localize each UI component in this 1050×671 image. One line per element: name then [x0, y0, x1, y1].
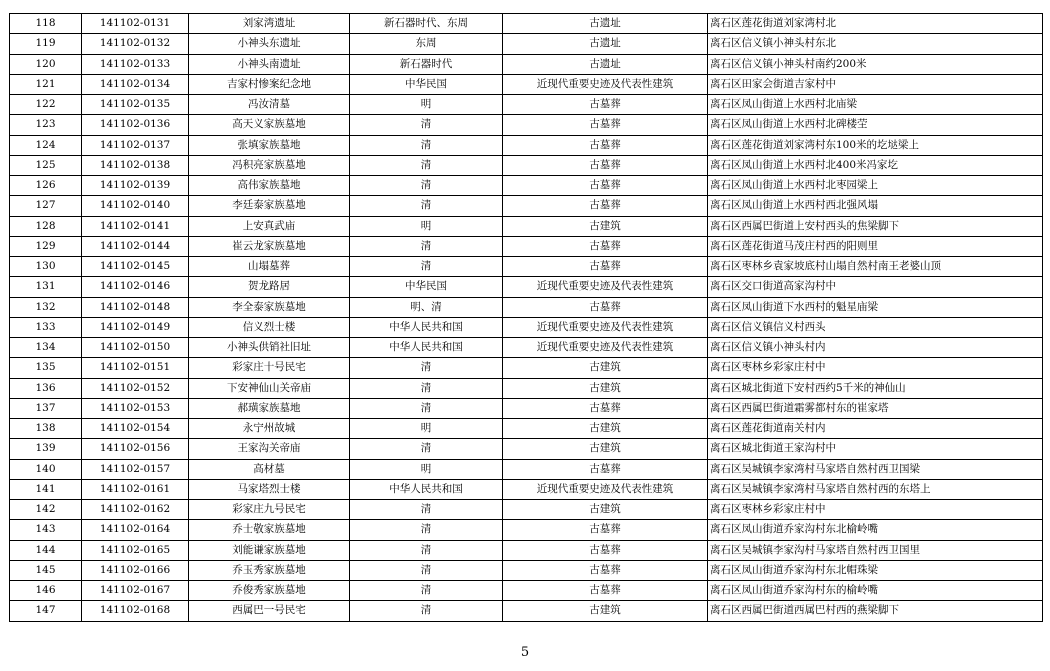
era-cell: 清 [350, 236, 503, 256]
site-code-cell: 141102-0145 [82, 257, 189, 277]
category-cell: 古墓葬 [503, 176, 708, 196]
site-code-cell: 141102-0148 [82, 297, 189, 317]
era-cell: 清 [350, 257, 503, 277]
site-name-cell: 高伟家族墓地 [189, 176, 350, 196]
row-number-cell: 127 [10, 196, 82, 216]
table-row [10, 479, 1043, 499]
table-row [10, 54, 1043, 74]
table-row [10, 14, 1043, 34]
category-cell: 古墓葬 [503, 196, 708, 216]
row-number-cell: 138 [10, 419, 82, 439]
site-code-cell: 141102-0135 [82, 95, 189, 115]
site-name-cell: 崔云龙家族墓地 [189, 236, 350, 256]
row-number-cell: 131 [10, 277, 82, 297]
category-cell: 古遗址 [503, 34, 708, 54]
location-cell: 离石区枣林乡彩家庄村中 [708, 358, 1043, 378]
site-name-cell: 吉家村惨案纪念地 [189, 74, 350, 94]
site-code-cell: 141102-0139 [82, 176, 189, 196]
table-row [10, 135, 1043, 155]
location-cell: 离石区凤山街道上水西村北碑楼茔 [708, 115, 1043, 135]
table-row [10, 398, 1043, 418]
row-number-cell: 144 [10, 540, 82, 560]
site-name-cell: 小神头南遗址 [189, 54, 350, 74]
site-name-cell: 冯汝清墓 [189, 95, 350, 115]
category-cell: 古建筑 [503, 216, 708, 236]
site-code-cell: 141102-0133 [82, 54, 189, 74]
row-number-cell: 130 [10, 257, 82, 277]
site-code-cell: 141102-0151 [82, 358, 189, 378]
table-row [10, 581, 1043, 601]
location-cell: 离石区凤山街道上水西村北400米冯家圪 [708, 155, 1043, 175]
row-number-cell: 123 [10, 115, 82, 135]
site-code-cell: 141102-0132 [82, 34, 189, 54]
site-code-cell: 141102-0164 [82, 520, 189, 540]
table-row [10, 216, 1043, 236]
site-code-cell: 141102-0136 [82, 115, 189, 135]
site-code-cell: 141102-0168 [82, 601, 189, 621]
table-row [10, 338, 1043, 358]
row-number-cell: 145 [10, 560, 82, 580]
site-name-cell: 下安神仙山关帝庙 [189, 378, 350, 398]
row-number-cell: 133 [10, 317, 82, 337]
site-name-cell: 上安真武庙 [189, 216, 350, 236]
era-cell: 清 [350, 176, 503, 196]
era-cell: 中华人民共和国 [350, 338, 503, 358]
era-cell: 中华民国 [350, 277, 503, 297]
site-name-cell: 彩家庄九号民宅 [189, 500, 350, 520]
category-cell: 古墓葬 [503, 236, 708, 256]
era-cell: 新石器时代 [350, 54, 503, 74]
era-cell: 明 [350, 216, 503, 236]
table-row [10, 540, 1043, 560]
site-name-cell: 马家塔烈士楼 [189, 479, 350, 499]
era-cell: 清 [350, 520, 503, 540]
location-cell: 离石区吴城镇李家湾村马家塔自然村西的东塔上 [708, 479, 1043, 499]
location-cell: 离石区信义镇小神头村南约200米 [708, 54, 1043, 74]
site-code-cell: 141102-0167 [82, 581, 189, 601]
category-cell: 古墓葬 [503, 257, 708, 277]
location-cell: 离石区枣林乡袁家坡底村山塌自然村南王老婆山顶 [708, 257, 1043, 277]
era-cell: 清 [350, 500, 503, 520]
era-cell: 清 [350, 601, 503, 621]
site-code-cell: 141102-0165 [82, 540, 189, 560]
site-code-cell: 141102-0144 [82, 236, 189, 256]
era-cell: 中华民国 [350, 74, 503, 94]
category-cell: 古墓葬 [503, 459, 708, 479]
location-cell: 离石区西属巴街道上安村西头的焦梁脚下 [708, 216, 1043, 236]
category-cell: 近现代重要史迹及代表性建筑 [503, 479, 708, 499]
heritage-sites-table [9, 13, 1043, 622]
category-cell: 古建筑 [503, 500, 708, 520]
table-row [10, 196, 1043, 216]
category-cell: 古遗址 [503, 14, 708, 34]
row-number-cell: 132 [10, 297, 82, 317]
category-cell: 古墓葬 [503, 560, 708, 580]
site-code-cell: 141102-0156 [82, 439, 189, 459]
era-cell: 中华人民共和国 [350, 317, 503, 337]
site-code-cell: 141102-0138 [82, 155, 189, 175]
table-row [10, 297, 1043, 317]
location-cell: 离石区吴城镇李家沟村马家塔自然村西卫国里 [708, 540, 1043, 560]
table-body [10, 14, 1043, 622]
table-row [10, 277, 1043, 297]
category-cell: 近现代重要史迹及代表性建筑 [503, 74, 708, 94]
site-code-cell: 141102-0150 [82, 338, 189, 358]
category-cell: 古墓葬 [503, 135, 708, 155]
site-name-cell: 山塌墓葬 [189, 257, 350, 277]
era-cell: 清 [350, 439, 503, 459]
table-row [10, 560, 1043, 580]
site-name-cell: 高天义家族墓地 [189, 115, 350, 135]
category-cell: 古建筑 [503, 439, 708, 459]
site-name-cell: 李全泰家族墓地 [189, 297, 350, 317]
row-number-cell: 134 [10, 338, 82, 358]
site-name-cell: 贺龙路居 [189, 277, 350, 297]
location-cell: 离石区莲花街道刘家湾村北 [708, 14, 1043, 34]
row-number-cell: 137 [10, 398, 82, 418]
era-cell: 清 [350, 398, 503, 418]
site-code-cell: 141102-0161 [82, 479, 189, 499]
era-cell: 清 [350, 358, 503, 378]
era-cell: 清 [350, 540, 503, 560]
site-name-cell: 乔士敬家族墓地 [189, 520, 350, 540]
era-cell: 清 [350, 135, 503, 155]
site-code-cell: 141102-0157 [82, 459, 189, 479]
table-row [10, 115, 1043, 135]
location-cell: 离石区枣林乡彩家庄村中 [708, 500, 1043, 520]
era-cell: 清 [350, 155, 503, 175]
table-row [10, 34, 1043, 54]
site-code-cell: 141102-0131 [82, 14, 189, 34]
category-cell: 古墓葬 [503, 115, 708, 135]
site-code-cell: 141102-0134 [82, 74, 189, 94]
site-name-cell: 乔玉秀家族墓地 [189, 560, 350, 580]
row-number-cell: 121 [10, 74, 82, 94]
location-cell: 离石区凤山街道上水西村西北强风塌 [708, 196, 1043, 216]
site-name-cell: 西属巴一号民宅 [189, 601, 350, 621]
table-row [10, 439, 1043, 459]
category-cell: 古建筑 [503, 358, 708, 378]
era-cell: 清 [350, 378, 503, 398]
site-code-cell: 141102-0166 [82, 560, 189, 580]
site-name-cell: 永宁州故城 [189, 419, 350, 439]
row-number-cell: 136 [10, 378, 82, 398]
row-number-cell: 129 [10, 236, 82, 256]
site-name-cell: 刘家湾遗址 [189, 14, 350, 34]
location-cell: 离石区城北街道下安村西约5千米的神仙山 [708, 378, 1043, 398]
location-cell: 离石区莲花街道刘家湾村东100米的圪垯梁上 [708, 135, 1043, 155]
table-row [10, 317, 1043, 337]
era-cell: 清 [350, 581, 503, 601]
site-code-cell: 141102-0162 [82, 500, 189, 520]
category-cell: 古墓葬 [503, 520, 708, 540]
site-name-cell: 刘能谦家族墓地 [189, 540, 350, 560]
table-row [10, 358, 1043, 378]
table-row [10, 500, 1043, 520]
location-cell: 离石区信义镇小神头村内 [708, 338, 1043, 358]
table-row [10, 95, 1043, 115]
era-cell: 清 [350, 560, 503, 580]
era-cell: 明 [350, 95, 503, 115]
row-number-cell: 125 [10, 155, 82, 175]
row-number-cell: 143 [10, 520, 82, 540]
era-cell: 明、清 [350, 297, 503, 317]
site-name-cell: 小神头东遗址 [189, 34, 350, 54]
category-cell: 古建筑 [503, 601, 708, 621]
location-cell: 离石区莲花街道马茂庄村西的阳则里 [708, 236, 1043, 256]
category-cell: 古墓葬 [503, 297, 708, 317]
site-code-cell: 141102-0149 [82, 317, 189, 337]
site-code-cell: 141102-0153 [82, 398, 189, 418]
era-cell: 东周 [350, 34, 503, 54]
site-name-cell: 小神头供销社旧址 [189, 338, 350, 358]
row-number-cell: 126 [10, 176, 82, 196]
location-cell: 离石区交口街道高家沟村中 [708, 277, 1043, 297]
table-row [10, 155, 1043, 175]
location-cell: 离石区西属巴街道霜雾都村东的崔家塔 [708, 398, 1043, 418]
site-name-cell: 张填家族墓地 [189, 135, 350, 155]
category-cell: 古建筑 [503, 378, 708, 398]
row-number-cell: 122 [10, 95, 82, 115]
row-number-cell: 135 [10, 358, 82, 378]
category-cell: 古墓葬 [503, 581, 708, 601]
site-name-cell: 乔俊秀家族墓地 [189, 581, 350, 601]
location-cell: 离石区凤山街道乔家沟村东北帽珠梁 [708, 560, 1043, 580]
era-cell: 明 [350, 419, 503, 439]
document-sheet [9, 13, 1042, 629]
row-number-cell: 146 [10, 581, 82, 601]
location-cell: 离石区吴城镇李家湾村马家塔自然村西卫国梁 [708, 459, 1043, 479]
site-code-cell: 141102-0140 [82, 196, 189, 216]
row-number-cell: 124 [10, 135, 82, 155]
table-row [10, 419, 1043, 439]
location-cell: 离石区莲花街道南关村内 [708, 419, 1043, 439]
row-number-cell: 142 [10, 500, 82, 520]
site-name-cell: 高材墓 [189, 459, 350, 479]
table-row [10, 74, 1043, 94]
category-cell: 近现代重要史迹及代表性建筑 [503, 317, 708, 337]
era-cell: 清 [350, 196, 503, 216]
row-number-cell: 141 [10, 479, 82, 499]
era-cell: 新石器时代、东周 [350, 14, 503, 34]
site-name-cell: 信义烈士楼 [189, 317, 350, 337]
location-cell: 离石区信义镇信义村西头 [708, 317, 1043, 337]
category-cell: 古遗址 [503, 54, 708, 74]
site-code-cell: 141102-0146 [82, 277, 189, 297]
table-row [10, 459, 1043, 479]
site-code-cell: 141102-0137 [82, 135, 189, 155]
location-cell: 离石区西属巴街道西属巴村西的燕梁脚下 [708, 601, 1043, 621]
site-name-cell: 李廷泰家族墓地 [189, 196, 350, 216]
table-row [10, 236, 1043, 256]
category-cell: 古建筑 [503, 419, 708, 439]
site-code-cell: 141102-0154 [82, 419, 189, 439]
location-cell: 离石区凤山街道乔家沟村东的榆岭嘴 [708, 581, 1043, 601]
row-number-cell: 120 [10, 54, 82, 74]
era-cell: 中华人民共和国 [350, 479, 503, 499]
page-number: 5 [520, 645, 530, 660]
site-name-cell: 王家沟关帝庙 [189, 439, 350, 459]
site-name-cell: 冯积亮家族墓地 [189, 155, 350, 175]
site-name-cell: 郝璜家族墓地 [189, 398, 350, 418]
row-number-cell: 119 [10, 34, 82, 54]
row-number-cell: 139 [10, 439, 82, 459]
category-cell: 古墓葬 [503, 155, 708, 175]
location-cell: 离石区凤山街道乔家沟村东北榆岭嘴 [708, 520, 1043, 540]
category-cell: 古墓葬 [503, 95, 708, 115]
row-number-cell: 140 [10, 459, 82, 479]
location-cell: 离石区城北街道王家沟村中 [708, 439, 1043, 459]
row-number-cell: 147 [10, 601, 82, 621]
category-cell: 近现代重要史迹及代表性建筑 [503, 277, 708, 297]
era-cell: 明 [350, 459, 503, 479]
category-cell: 古墓葬 [503, 398, 708, 418]
location-cell: 离石区凤山街道上水西村北枣园梁上 [708, 176, 1043, 196]
row-number-cell: 128 [10, 216, 82, 236]
era-cell: 清 [350, 115, 503, 135]
location-cell: 离石区凤山街道下水西村的魁星庙梁 [708, 297, 1043, 317]
location-cell: 离石区田家会街道吉家村中 [708, 74, 1043, 94]
site-code-cell: 141102-0152 [82, 378, 189, 398]
site-name-cell: 彩家庄十号民宅 [189, 358, 350, 378]
location-cell: 离石区信义镇小神头村东北 [708, 34, 1043, 54]
category-cell: 古墓葬 [503, 540, 708, 560]
category-cell: 近现代重要史迹及代表性建筑 [503, 338, 708, 358]
site-code-cell: 141102-0141 [82, 216, 189, 236]
table-row [10, 176, 1043, 196]
location-cell: 离石区凤山街道上水西村北庙梁 [708, 95, 1043, 115]
table-row [10, 601, 1043, 621]
table-row [10, 257, 1043, 277]
row-number-cell: 118 [10, 14, 82, 34]
table-row [10, 378, 1043, 398]
table-row [10, 520, 1043, 540]
